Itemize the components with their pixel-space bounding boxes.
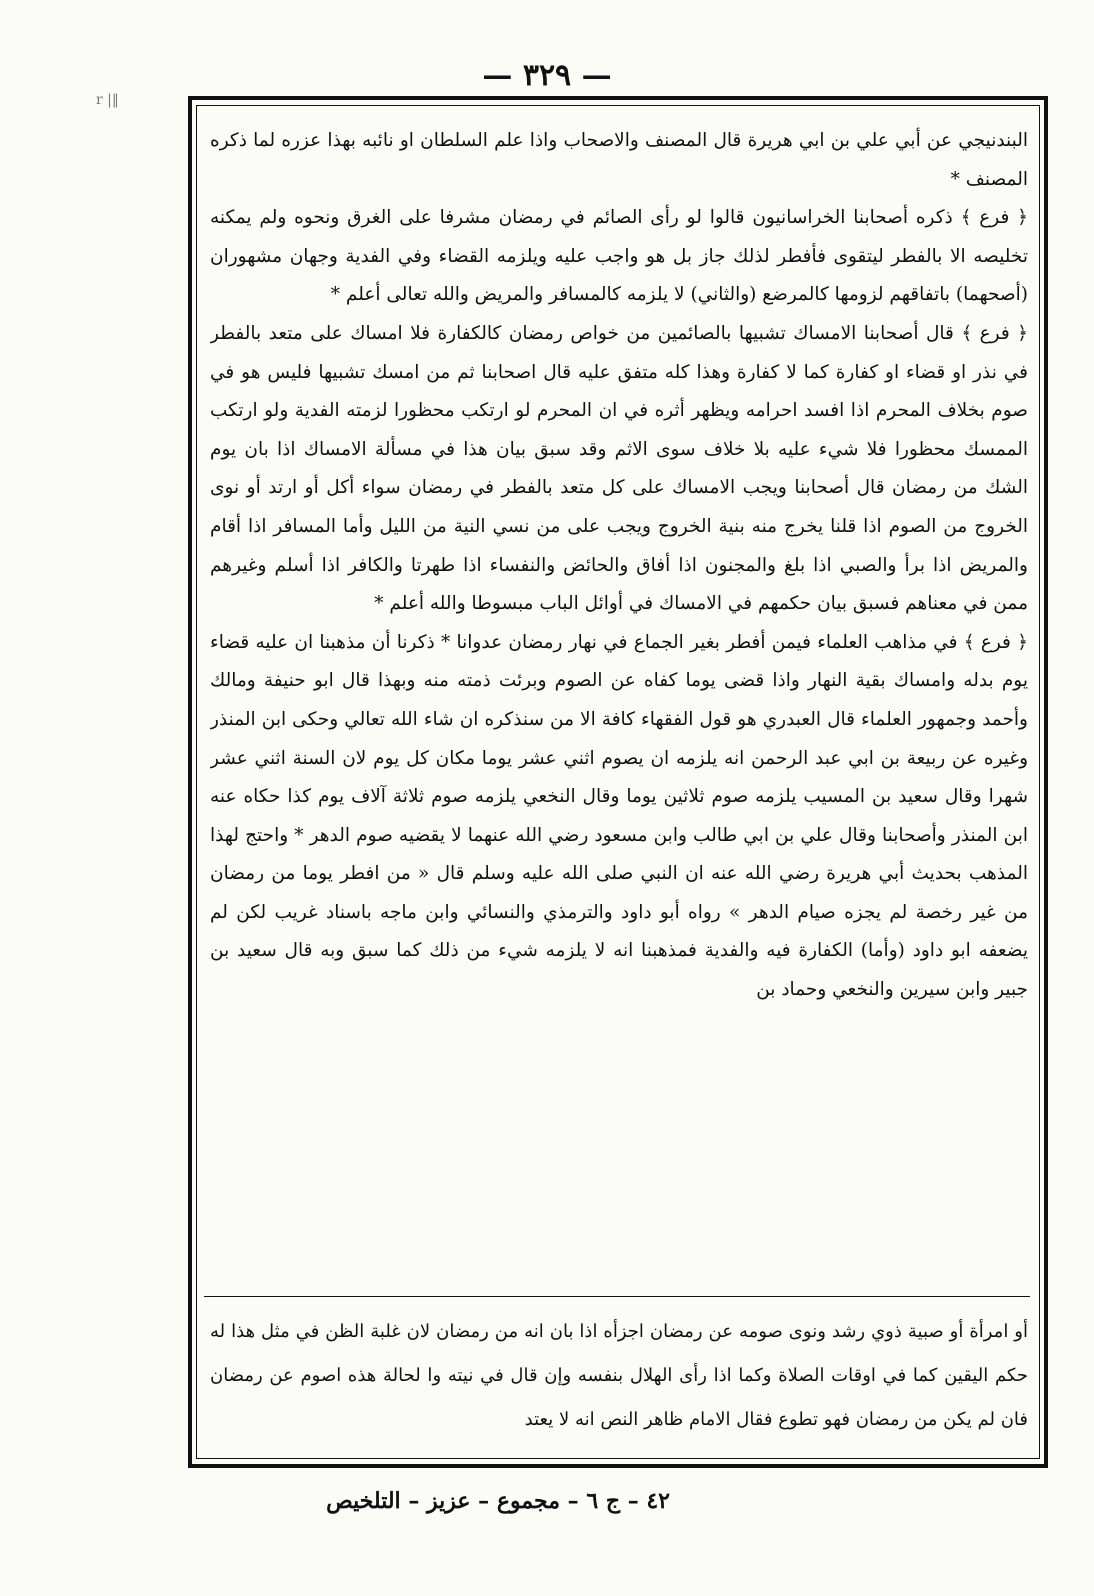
main-text: [210, 122, 1028, 1282]
margin-marks: r |‖: [96, 92, 119, 108]
paragraph: ﴿ فرع ﴾ قال أصحابنا الامساك تشبيها بالصائمين من خواص رمضان كالكفارة فلا امساك على متعد بالفطر في نذر او قضاء او كفارة كما لا كفارة وهذا كله متفق عليه قال اصحابنا ثم من امسك تشبيها فليس هو في صوم بخلاف المحرم اذا افسد احرامه ويظهر أثره في ان المحرم لو ارتكب محظورا لزمته الفدية ولو ارتكب الممسك محظورا فلا شيء عليه بلا خلاف سوى الاثم وقد سبق بيان هذا في مسألة الامساك اذا بان يوم الشك من رمضان قال أصحابنا ويجب الامساك على كل متعد بالفطر في رمضان سواء أكل أو ارتد أو نوى الخروج من الصوم اذا قلنا يخرج منه بنية الخروج ويجب على من نسي النية من الليل وأما المسافر اذا أقام والمريض اذا برأ والصبي اذا بلغ والمجنون اذا أفاق والحائض والنفساء اذا طهرتا والكافر اذا أسلم وغيرهم ممن في معناهم فسبق بيان حكمهم في الامساك في أوائل الباب مبسوطا والله أعلم *: [210, 322, 1028, 615]
footnote-paragraph: أو امرأة أو صبية ذوي رشد ونوى صومه عن رمضان اجزأه اذا بان انه من رمضان لان غلبة الظن في مثل هذا له حكم اليقين كما في اوقات الصلاة وكما اذا رأى الهلال بنفسه وإن قال في نيته وا لحالة هذه اصوم عن رمضان فان لم يكن من رمضان فهو تطوع فقال الامام ظاهر النص انه لا يعتد: [210, 1321, 1028, 1430]
footnote-divider: [204, 1296, 1030, 1297]
page-number: — ٣٢٩ —: [482, 58, 612, 93]
paragraph: ﴿ فرع ﴾ في مذاهب العلماء فيمن أفطر بغير الجماع في نهار رمضان عدوانا * ذكرنا أن مذهبنا ان عليه قضاء يوم بدله وامساك بقية النهار واذا قضى يوما كفاه عن الصوم وبرئت ذمته منه وبهذا قال ابو حنيفة ومالك وأحمد وجمهور العلماء قال العبدري هو قول الفقهاء كافة الا من سنذكره ان شاء الله تعالي وحكى ابن المنذر وغيره عن ربيعة بن ابي عبد الرحمن انه يلزمه ان يصوم اثني عشر يوما مكان كل يوم لان السنة اثني عشر شهرا وقال سعيد بن المسيب يلزمه صوم ثلاثين يوما وقال النخعي يلزمه صوم ثلاثة آلاف يوم كذا حكاه عنه ابن المنذر وأصحابنا وقال علي بن ابي طالب وابن مسعود رضي الله عنهما لا يقضيه صوم الدهر * واحتج لهذا المذهب بحديث أبي هريرة رضي الله عنه ان النبي صلى الله عليه وسلم قال « من افطر يوما من رمضان من غير رخصة لم يجزه صيام الدهر » رواه أبو داود والترمذي والنسائي وابن ماجه باسناد غريب لكن لم يضعفه ابو داود (وأما) الكفارة فيه والفدية فمذهبنا انه لا يلزمه شيء من ذلك كما سبق وبه قال سعيد بن جبير وابن سيرين والنخعي وحماد بن: [210, 631, 1028, 1001]
paragraph: البندنيجي عن أبي علي بن ابي هريرة قال المصنف والاصحاب واذا علم السلطان او نائبه بهذا عزره لما ذكره المصنف *: [210, 130, 1028, 190]
signature-line: ٤٢ – ج ٦ – مجموع – عزيز – التلخيص: [326, 1488, 670, 1514]
footnote: [210, 1310, 1028, 1450]
paragraph: ﴿ فرع ﴾ ذكره أصحابنا الخراسانيون قالوا لو رأى الصائم في رمضان مشرفا على الغرق ونحوه ولم يمكنه تخليصه الا بالفطر ليتقوى فأفطر لذلك جاز بل هو واجب عليه ويلزمه القضاء وفي الفدية وجهان مشهوران (أصحهما) باتفاقهم لزومها كالمرضع (والثاني) لا يلزمه كالمسافر والمريض والله تعالى أعلم *: [210, 207, 1028, 306]
